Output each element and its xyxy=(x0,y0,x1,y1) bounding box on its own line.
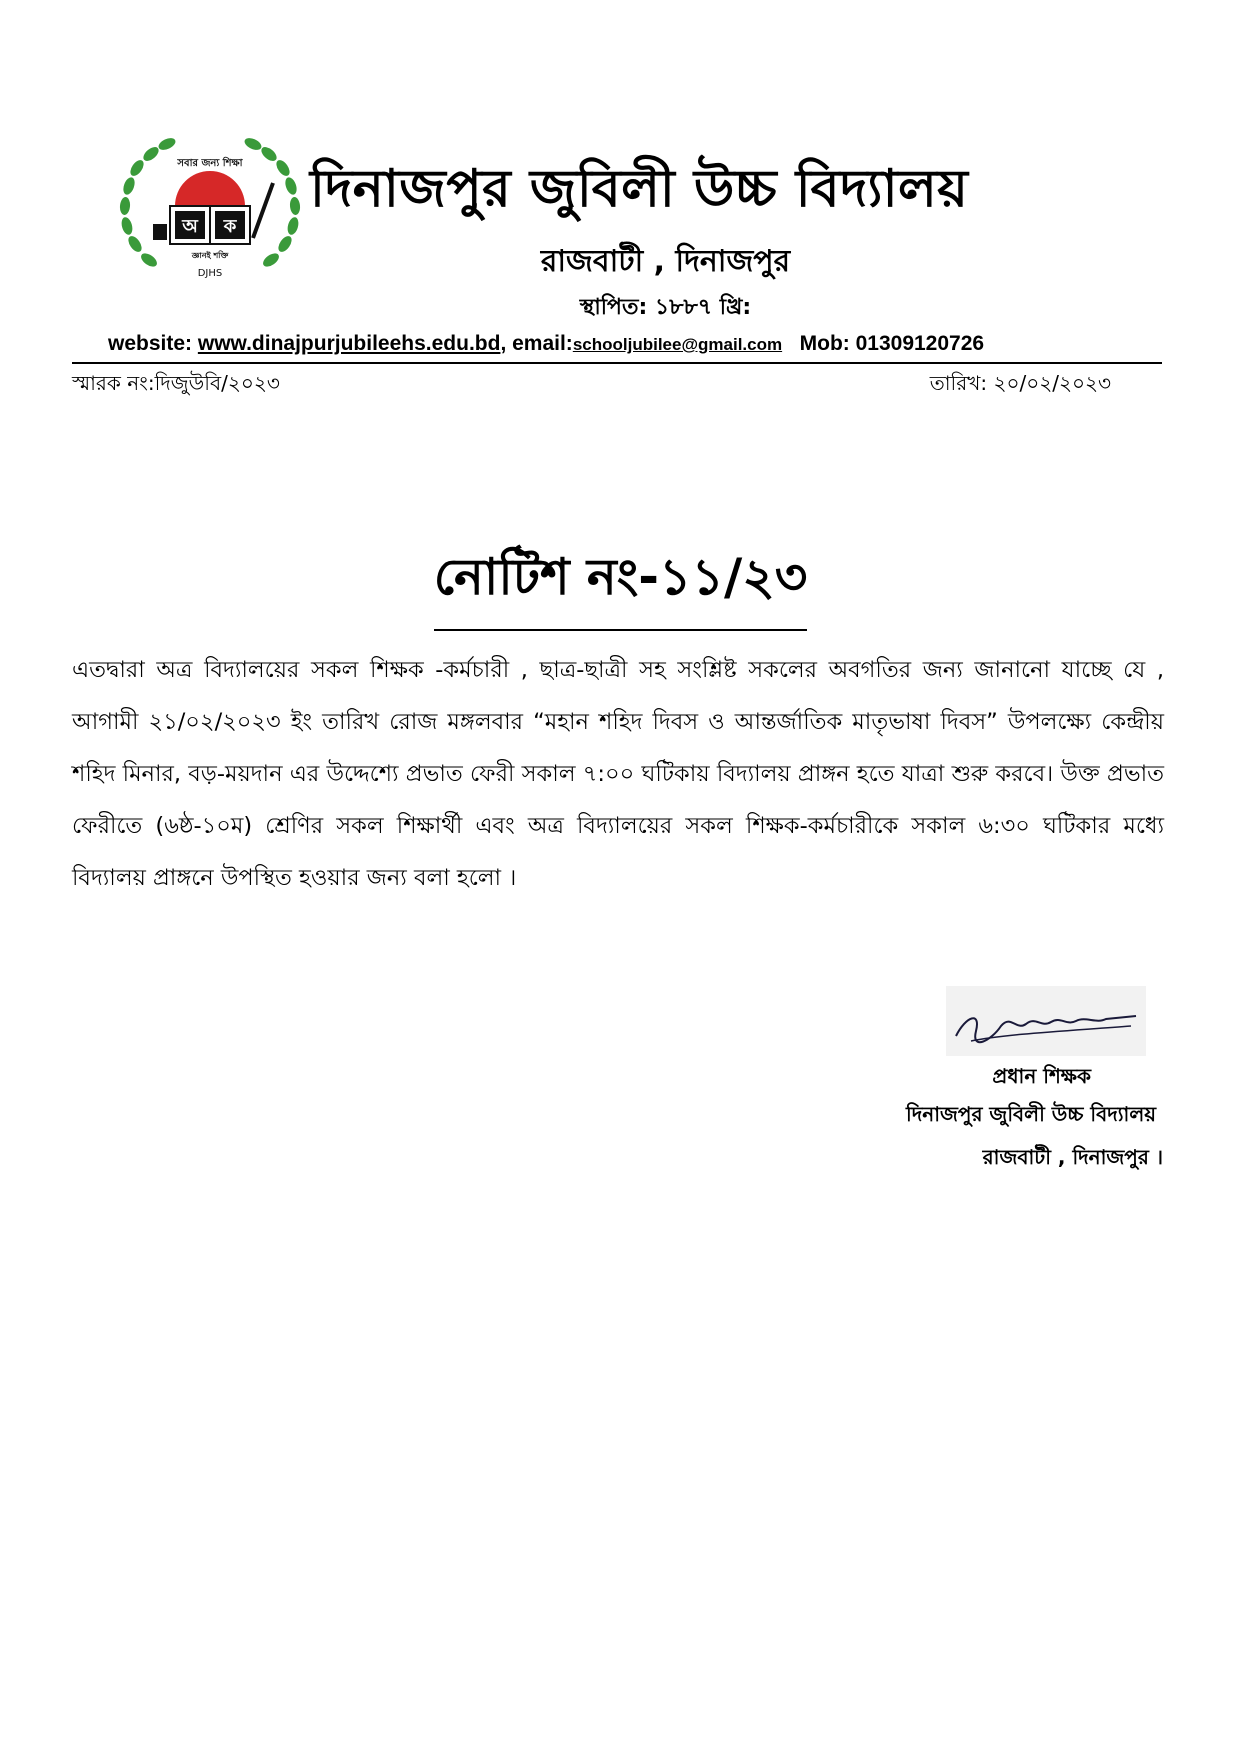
school-location: রাজবাটী , দিনাজপুর xyxy=(540,244,791,279)
notice-body: এতদ্বারা অত্র বিদ্যালয়ের সকল শিক্ষক -কর্মচারী , ছাত্র-ছাত্রী সহ সংশ্লিষ্ট সকলের অবগতির জন্য জানানো যাচ্ছে যে , আগামী ২১/০২/২০২৩ ইং তারিখ রোজ মঙ্গলবার “মহান শহিদ দিবস ও আন্তর্জাতিক মাতৃভাষা দিবস” উপলক্ষ্যে কেন্দ্রীয় শহিদ মিনার, বড়-ময়দান এর উদ্দেশ্যে প্রভাত ফেরী সকাল ৭:০০ ঘটিকায় বিদ্যালয় প্রাঙ্গন হতে যাত্রা শুরু করবে। উক্ত প্রভাত ফেরীতে (৬ষ্ঠ-১০ম) শ্রেণির সকল শিক্ষার্থী এবং অত্র বিদ্যালয়ের সকল শিক্ষক-কর্মচারীকে সকাল ৬:৩০ ঘটিকার মধ্যে বিদ্যালয় প্রাঙ্গনে উপস্থিত হওয়ার জন্য বলা হলো । xyxy=(72,657,1164,891)
svg-text:ক: ক xyxy=(223,216,237,237)
memo-date: তারিখ: ২০/০২/২০২৩ xyxy=(929,371,1111,395)
svg-text:অ: অ xyxy=(182,216,198,237)
signatory-title: প্রধান শিক্ষক xyxy=(992,1064,1091,1088)
signatory-school: দিনাজপুর জুবিলী উচ্চ বিদ্যালয় xyxy=(906,1102,1156,1126)
svg-text:জ্ঞানই শক্তি: জ্ঞানই শক্তি xyxy=(191,251,229,260)
notice-title-text: নোটিশ নং-১১/২৩ xyxy=(434,540,807,631)
memo-number: স্মারক নং:দিজুউবি/২০২৩ xyxy=(72,371,280,395)
website-label: website: xyxy=(108,332,198,355)
established-year: স্থাপিত: ১৮৮৭ খ্রি: xyxy=(579,295,752,320)
signature-image xyxy=(946,986,1146,1056)
website-link[interactable]: www.dinajpurjubileehs.edu.bd xyxy=(197,332,501,355)
school-name: দিনাজপুর জুবিলী উচ্চ বিদ্যালয় xyxy=(310,159,969,219)
email-label: , email: xyxy=(500,332,573,355)
contact-line xyxy=(108,332,984,356)
svg-text:DJHS: DJHS xyxy=(197,268,223,279)
header-divider xyxy=(72,362,1162,364)
pen-icon xyxy=(253,183,273,238)
sun-icon xyxy=(175,171,245,206)
email-link[interactable]: schooljubilee@gmail.com xyxy=(572,335,783,354)
signatory-address: রাজবাটী , দিনাজপুর । xyxy=(982,1145,1163,1169)
notice-title xyxy=(0,540,1241,631)
mobile-number: Mob: 01309120726 xyxy=(799,332,985,355)
svg-text:সবার জন্য শিক্ষা: সবার জন্য শিক্ষা xyxy=(177,158,243,169)
